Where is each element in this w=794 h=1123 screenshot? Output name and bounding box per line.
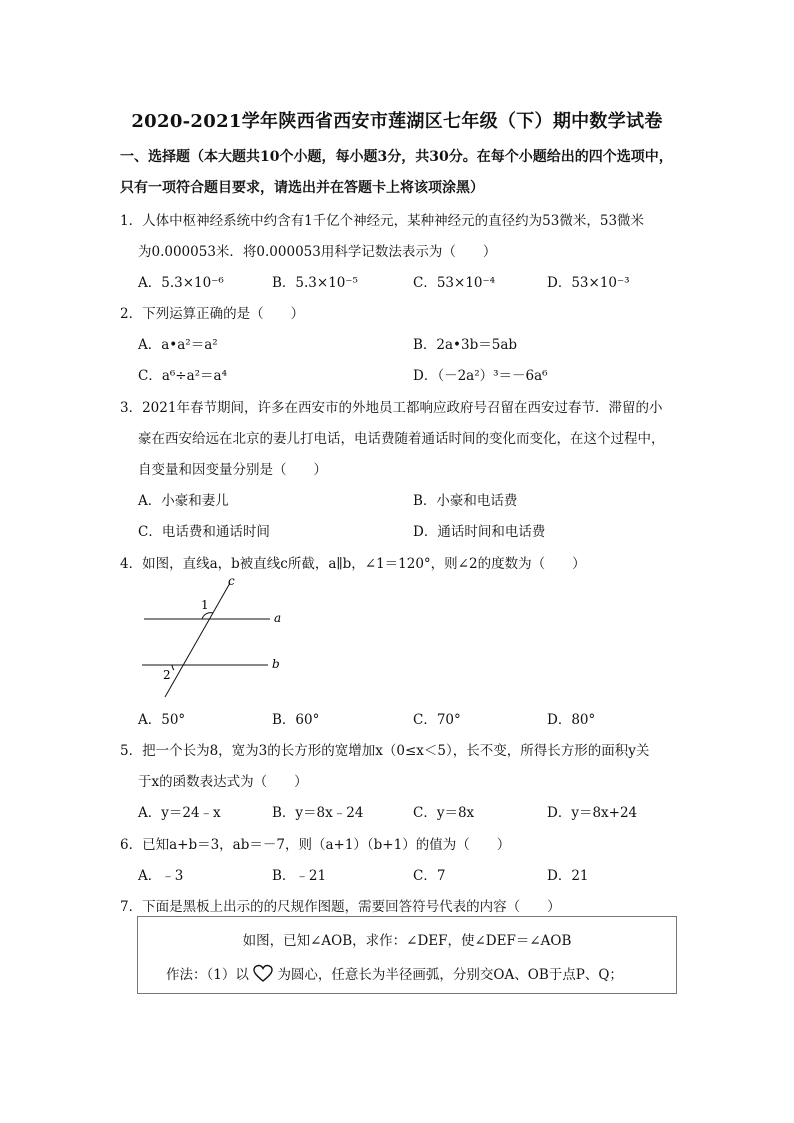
q3-option-c: C．电话费和通话时间 (138, 524, 270, 540)
q2-option-b: B．2a•3b＝5ab (413, 337, 518, 353)
q3-option-d: D．通话时间和电话费 (413, 524, 546, 540)
q5-stem-line-2: 于x的函数表达式为（ ） (138, 774, 308, 790)
q6-stem: 6．已知a+b＝3，ab＝－7，则（a+1）（b+1）的值为（ ） (120, 837, 511, 853)
construction-problem-box (137, 916, 677, 994)
q3-option-b: B．小豪和电话费 (413, 493, 518, 509)
q4-option-b: B．60° (272, 712, 320, 728)
section-heading-line-1: 一、选择题（本大题共10个小题，每小题3分，共30分。在每个小题给出的四个选项中， (120, 149, 673, 165)
heart-icon (253, 964, 273, 984)
q6-option-a: A．﹣3 (138, 868, 184, 884)
label-angle-2: 2 (163, 668, 171, 682)
q1-option-c: C．53×10⁻⁴ (413, 275, 496, 291)
label-angle-1: 1 (201, 598, 209, 612)
q3-stem-line-3: 自变量和因变量分别是（ ） (138, 462, 327, 478)
q5-option-b: B．y＝8x﹣24 (272, 805, 364, 821)
angle-2-arc (172, 665, 174, 670)
box-line-2-suffix: 为圆心，任意长为半径画弧，分别交OA、OB于点P、Q； (277, 967, 623, 983)
q6-option-b: B．﹣21 (272, 868, 327, 884)
q6-option-d: D．21 (547, 868, 589, 884)
q2-option-a: A．a•a²＝a² (138, 337, 218, 353)
label-c: c (228, 575, 235, 588)
q2-stem: 2．下列运算正确的是（ ） (120, 306, 305, 322)
q3-option-a: A．小豪和妻儿 (138, 493, 229, 509)
parallel-lines-figure (138, 575, 298, 700)
q5-stem-line-1: 5．把一个长为8，宽为3的长方形的宽增加x（0≤x＜5），长不变，所得长方形的面积y关 (120, 743, 650, 759)
q4-option-a: A．50° (138, 712, 186, 728)
page-title: 2020-2021学年陕西省西安市莲湖区七年级（下）期中数学试卷 (131, 111, 663, 132)
box-line-1: 如图，已知∠AOB，求作：∠DEF，使∠DEF＝∠AOB (242, 933, 572, 949)
label-a: a (274, 611, 282, 625)
q4-option-d: D．80° (547, 712, 596, 728)
q5-option-c: C．y＝8x (413, 805, 475, 821)
q1-option-b: B．5.3×10⁻⁵ (272, 275, 358, 291)
q5-option-d: D．y＝8x+24 (547, 805, 638, 821)
q2-option-d: D．（－2a²）³＝－6a⁶ (413, 368, 548, 384)
q1-stem-line-1: 1．人体中枢神经系统中约含有1千亿个神经元，某种神经元的直径约为53微米，53微米 (120, 213, 645, 229)
q1-option-d: D．53×10⁻³ (547, 275, 630, 291)
q6-option-c: C．7 (413, 868, 446, 884)
q3-stem-line-1: 3．2021年春节期间，许多在西安市的外地员工都响应政府号召留在西安过春节．滞留的小 (120, 400, 663, 416)
q3-stem-line-2: 豪在西安给远在北京的妻儿打电话，电话费随着通话时间的变化而变化，在这个过程中， (138, 431, 665, 447)
box-line-2 (166, 963, 623, 984)
q5-option-a: A．y＝24﹣x (138, 805, 221, 821)
line-c (165, 583, 230, 697)
q4-stem: 4．如图，直线a，b被直线c所截，a∥b，∠1＝120°，则∠2的度数为（ ） (120, 556, 586, 572)
label-b: b (272, 657, 280, 671)
q2-option-c: C．a⁶÷a²＝a⁴ (138, 368, 228, 384)
q1-option-a: A．5.3×10⁻⁶ (138, 275, 224, 291)
box-line-2-prefix: 作法：（1）以 (166, 967, 249, 983)
q7-stem: 7．下面是黑板上出示的的尺规作图题，需要回答符号代表的内容（ ） (120, 899, 561, 915)
section-heading-line-2: 只有一项符合题目要求，请选出并在答题卡上将该项涂黑） (120, 180, 484, 196)
q4-option-c: C．70° (413, 712, 461, 728)
q1-stem-line-2: 为0.000053米．将0.000053用科学记数法表示为（ ） (138, 244, 497, 260)
